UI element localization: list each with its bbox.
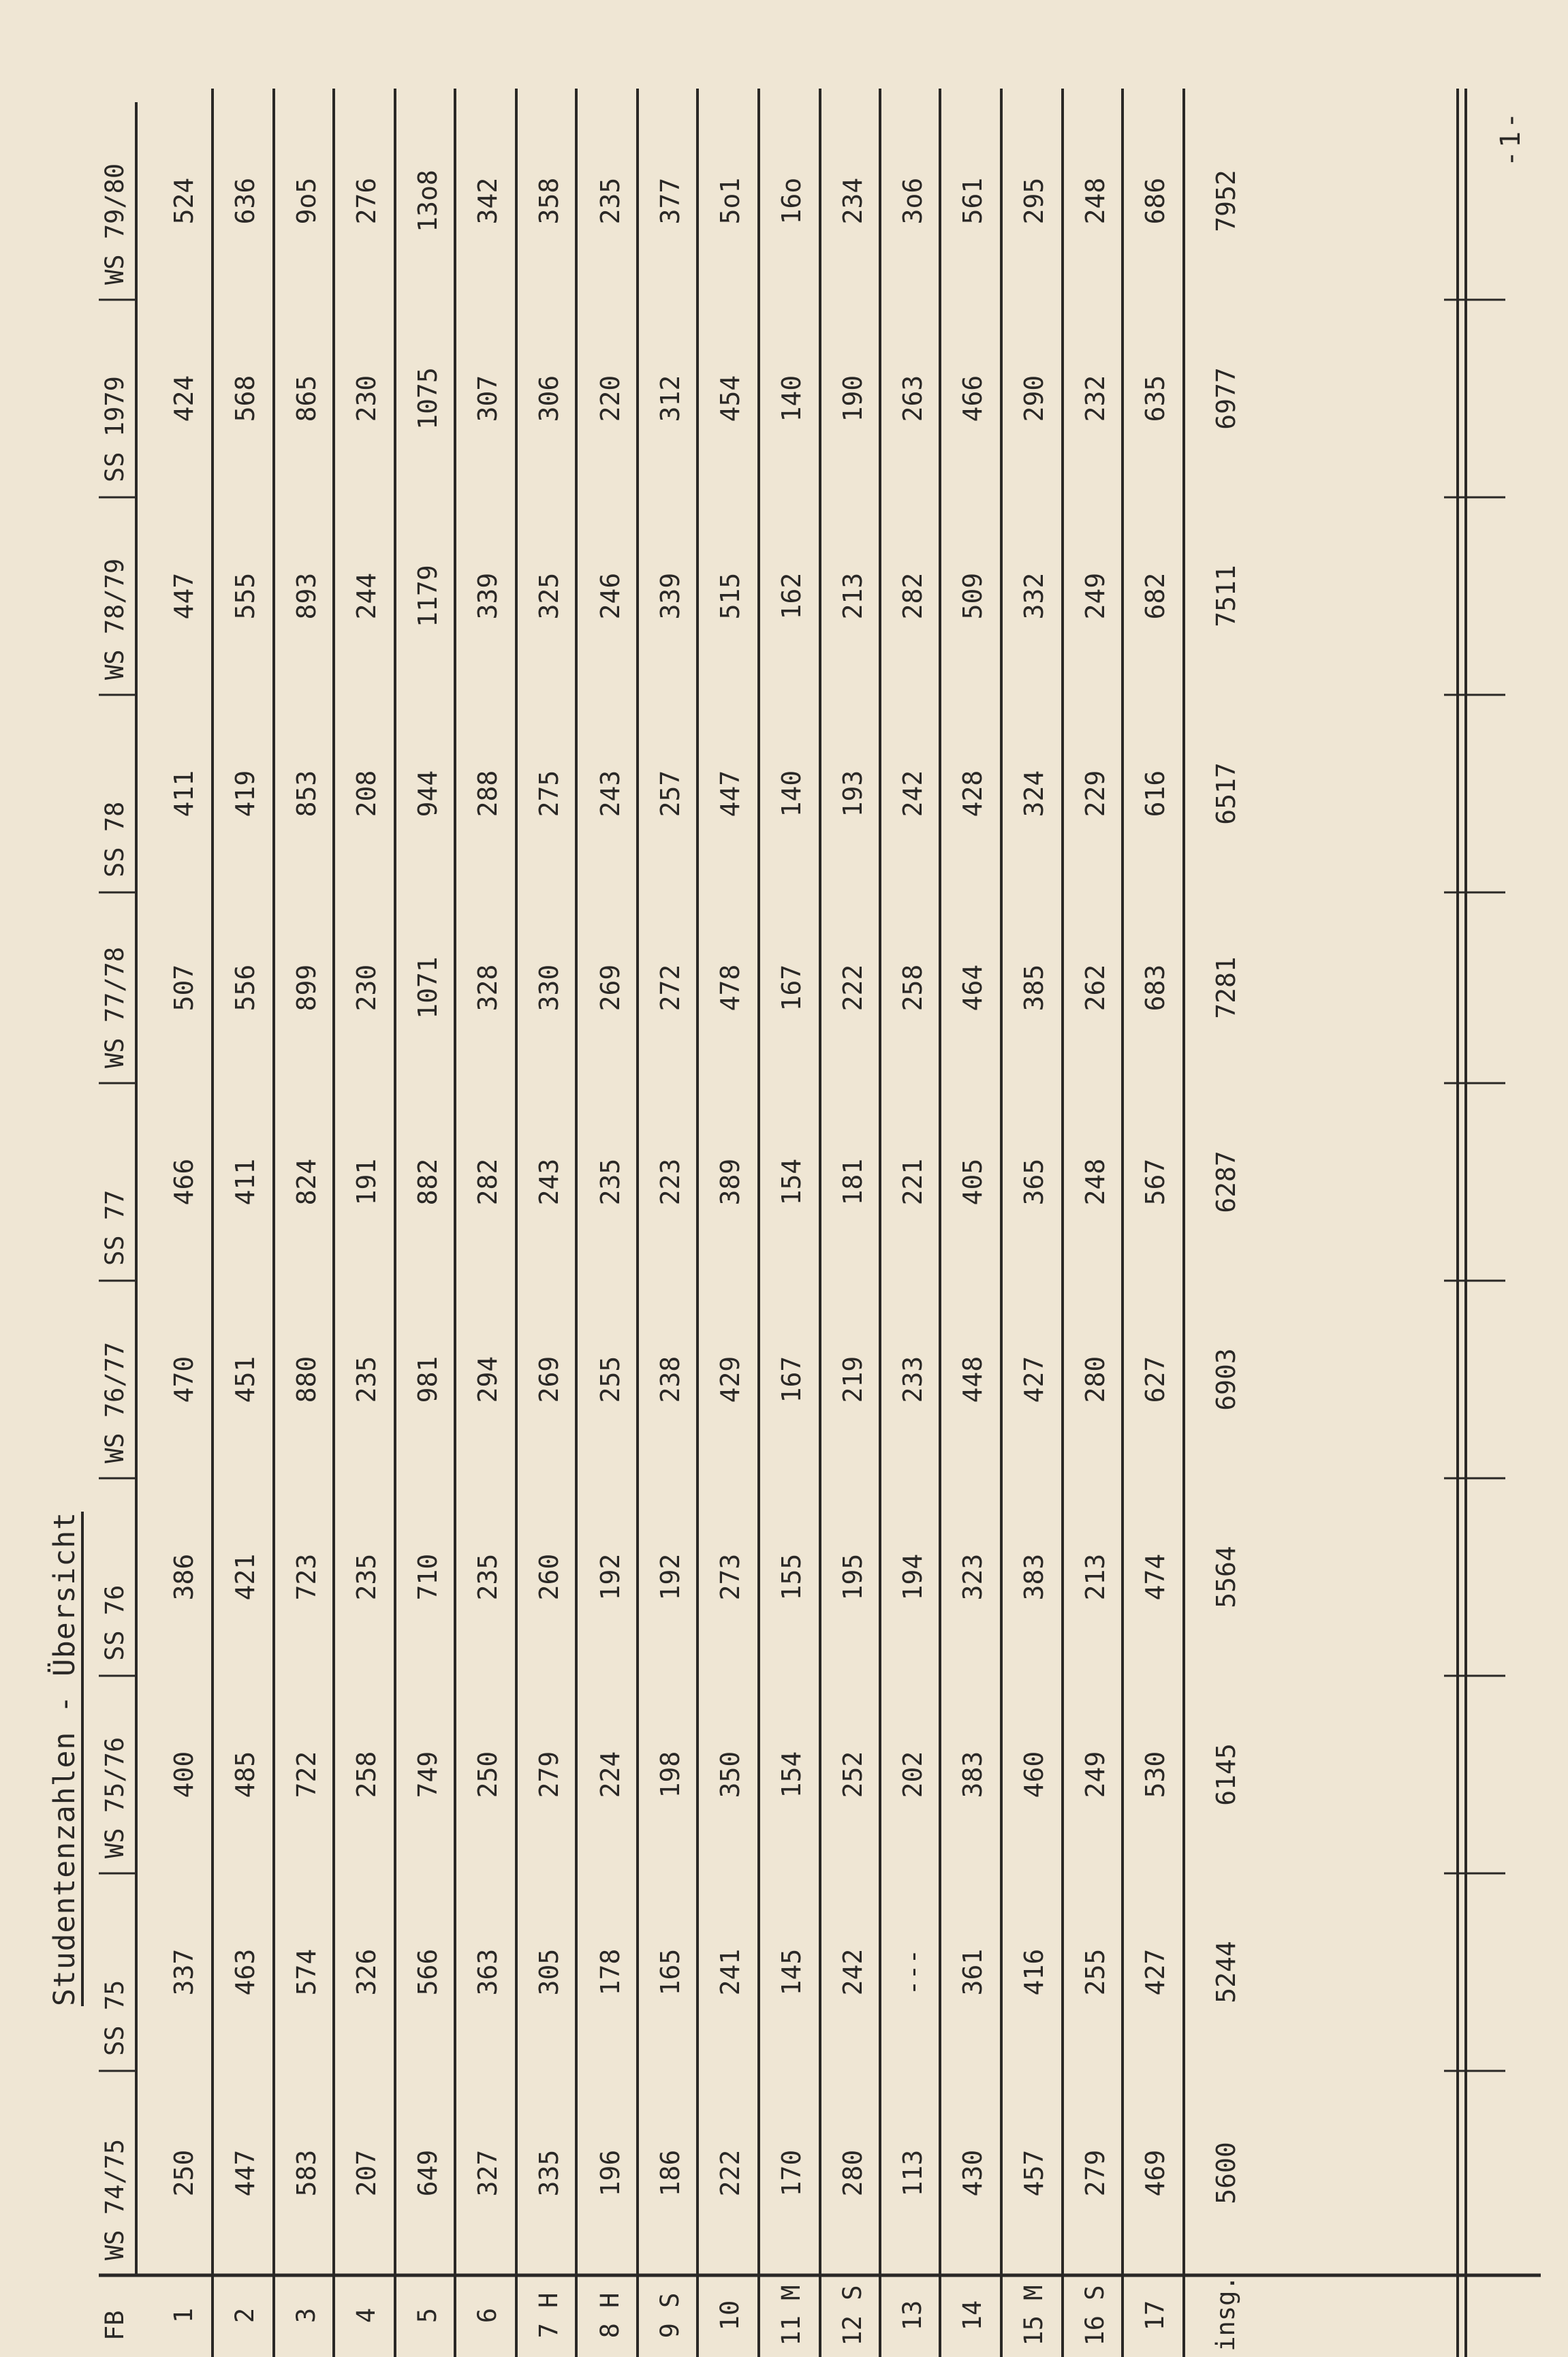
table-cell: 260	[534, 1553, 564, 1601]
table-cell: 305	[534, 1948, 564, 1996]
header-semester: WS 75/76	[100, 1736, 129, 1858]
table-cell: 389	[715, 1158, 745, 1206]
table-cell: 327	[473, 2149, 503, 2197]
header-semester: WS 74/75	[100, 2138, 129, 2260]
table-cell: 400	[169, 1751, 199, 1798]
total-cell: 5600	[1211, 2142, 1241, 2204]
table-cell: 411	[230, 1158, 260, 1206]
fb-label: 13	[898, 2300, 927, 2331]
total-cell: 7952	[1211, 170, 1241, 232]
table-cell: 224	[595, 1751, 625, 1798]
table-cell: 328	[473, 964, 503, 1012]
table-cell: 524	[169, 177, 199, 225]
table-cell: 186	[655, 2149, 685, 2197]
table-cell: 460	[1019, 1751, 1049, 1798]
table-cell: 339	[473, 572, 503, 620]
table-cell: 981	[413, 1356, 443, 1403]
fb-label: 7 H	[534, 2292, 563, 2339]
table-cell: 252	[838, 1751, 868, 1798]
table-cell: 280	[838, 2149, 868, 2197]
table-cell: 325	[534, 572, 564, 620]
table-cell: 282	[473, 1158, 503, 1206]
table-cell: 263	[898, 375, 928, 422]
table-cell: 248	[1080, 1158, 1110, 1206]
table-cell: 167	[777, 964, 806, 1012]
header-semester: WS 76/77	[100, 1341, 129, 1463]
table-cell: 411	[169, 770, 199, 817]
table-cell: 419	[230, 770, 260, 817]
table-cell: 335	[534, 2149, 564, 2197]
table-cell: 306	[534, 375, 564, 422]
table-cell: 429	[715, 1356, 745, 1403]
table-cell: 383	[1019, 1553, 1049, 1601]
table-cell: 178	[595, 1948, 625, 1996]
table-cell: 323	[958, 1553, 988, 1601]
table-cell: 191	[351, 1158, 381, 1206]
table-cell: 294	[473, 1356, 503, 1403]
table-cell: 424	[169, 375, 199, 422]
header-semester: WS 78/79	[100, 558, 129, 680]
table-cell: 280	[1080, 1356, 1110, 1403]
table-cell: 627	[1140, 1356, 1170, 1403]
total-cell: 6145	[1211, 1743, 1241, 1806]
table-cell: 383	[958, 1751, 988, 1798]
table-cell: 332	[1019, 572, 1049, 620]
table-cell: 405	[958, 1158, 988, 1206]
total-cell: 6977	[1211, 367, 1241, 430]
table-cell: 3o6	[898, 177, 928, 225]
table-cell: 242	[838, 1948, 868, 1996]
table-cell: 279	[1080, 2149, 1110, 2197]
table-cell: 272	[655, 964, 685, 1012]
table-cell: 710	[413, 1553, 443, 1601]
table-cell: 222	[838, 964, 868, 1012]
table-cell: 244	[351, 572, 381, 620]
table-cell: 235	[351, 1356, 381, 1403]
table-cell: 162	[777, 572, 806, 620]
table-cell: 233	[898, 1356, 928, 1403]
table-cell: 279	[534, 1751, 564, 1798]
fb-label: 3	[292, 2307, 321, 2324]
table-cell: 235	[473, 1553, 503, 1601]
table-cell: 447	[169, 572, 199, 620]
table-cell: 243	[534, 1158, 564, 1206]
table-cell: 507	[169, 964, 199, 1012]
table-cell: 140	[777, 770, 806, 817]
table-cell: 893	[292, 572, 322, 620]
table-cell: 242	[898, 770, 928, 817]
table-cell: 350	[715, 1751, 745, 1798]
table-cell: 385	[1019, 964, 1049, 1012]
table-cell: 469	[1140, 2149, 1170, 2197]
table-cell: 339	[655, 572, 685, 620]
table-cell: 219	[838, 1356, 868, 1403]
table-cell: 235	[595, 1158, 625, 1206]
table-cell: 307	[473, 375, 503, 422]
table-cell: 448	[958, 1356, 988, 1403]
table-cell: 880	[292, 1356, 322, 1403]
table-cell: 485	[230, 1751, 260, 1798]
table-cell: 220	[595, 375, 625, 422]
table-cell: 556	[230, 964, 260, 1012]
table-cell: 1179	[413, 565, 443, 627]
header-semester: WS 77/78	[100, 946, 129, 1068]
fb-label: 16 S	[1080, 2285, 1110, 2346]
table-cell: 324	[1019, 770, 1049, 817]
table-cell: 232	[1080, 375, 1110, 422]
table-cell: 154	[777, 1158, 806, 1206]
table-cell: 230	[351, 375, 381, 422]
fb-label: 1	[169, 2307, 198, 2324]
table-cell: 1075	[413, 367, 443, 430]
table-cell: 428	[958, 770, 988, 817]
total-cell: 7511	[1211, 565, 1241, 627]
table-cell: 258	[351, 1751, 381, 1798]
table-cell: 555	[230, 572, 260, 620]
table-cell: 583	[292, 2149, 322, 2197]
table-cell: 194	[898, 1553, 928, 1601]
table-cell: 312	[655, 375, 685, 422]
table-cell: 230	[351, 964, 381, 1012]
table-cell: 16o	[777, 177, 806, 225]
table-cell: 257	[655, 770, 685, 817]
table-cell: 566	[413, 1948, 443, 1996]
table-cell: 234	[838, 177, 868, 225]
table-cell: 207	[351, 2149, 381, 2197]
table-cell: 213	[838, 572, 868, 620]
table-cell: 363	[473, 1948, 503, 1996]
table-cell: 223	[655, 1158, 685, 1206]
fb-label: 14	[958, 2300, 987, 2331]
total-cell: 7281	[1211, 956, 1241, 1019]
table-cell: 944	[413, 770, 443, 817]
table-cell: 145	[777, 1948, 806, 1996]
table-cell: 195	[838, 1553, 868, 1601]
header-semester: SS 78	[100, 801, 129, 877]
table-cell: 196	[595, 2149, 625, 2197]
table-cell: 899	[292, 964, 322, 1012]
table-cell: 248	[1080, 177, 1110, 225]
table-cell: 478	[715, 964, 745, 1012]
table-cell: 567	[1140, 1158, 1170, 1206]
table-cell: 213	[1080, 1553, 1110, 1601]
table-cell: 249	[1080, 572, 1110, 620]
total-cell: 6287	[1211, 1151, 1241, 1213]
table-cell: 561	[958, 177, 988, 225]
table-cell: 167	[777, 1356, 806, 1403]
fb-label: 6	[473, 2307, 502, 2324]
table-cell: 457	[1019, 2149, 1049, 2197]
table-cell: 421	[230, 1553, 260, 1601]
fb-label: 5	[413, 2307, 442, 2324]
table-cell: 246	[595, 572, 625, 620]
table-cell: 882	[413, 1158, 443, 1206]
table-cell: 155	[777, 1553, 806, 1601]
table-cell: 165	[655, 1948, 685, 1996]
table-cell: 250	[473, 1751, 503, 1798]
header-semester: SS 77	[100, 1189, 129, 1266]
total-cell: 6903	[1211, 1348, 1241, 1411]
table-cell: 295	[1019, 177, 1049, 225]
table-cell: 865	[292, 375, 322, 422]
table-cell: 5o1	[715, 177, 745, 225]
fb-label: 12 S	[838, 2285, 867, 2346]
table-cell: 181	[838, 1158, 868, 1206]
table-cell: 470	[169, 1356, 199, 1403]
header-fb: FB	[100, 2310, 129, 2341]
table-cell: 198	[655, 1751, 685, 1798]
table-cell: 229	[1080, 770, 1110, 817]
table-cell: 241	[715, 1948, 745, 1996]
table-cell: 451	[230, 1356, 260, 1403]
table-cell: 430	[958, 2149, 988, 2197]
table-cell: 13o8	[413, 170, 443, 232]
table-cell: 222	[715, 2149, 745, 2197]
table-cell: 365	[1019, 1158, 1049, 1206]
fb-label: 11 M	[777, 2285, 806, 2346]
table-cell: 235	[595, 177, 625, 225]
table-cell: 238	[655, 1356, 685, 1403]
table-cell: 635	[1140, 375, 1170, 422]
table-cell: 262	[1080, 964, 1110, 1012]
table-cell: 202	[898, 1751, 928, 1798]
fb-label: 15 M	[1019, 2285, 1048, 2346]
table-cell: 269	[595, 964, 625, 1012]
table-cell: 243	[595, 770, 625, 817]
table-cell: 255	[1080, 1948, 1110, 1996]
table-cell: 192	[595, 1553, 625, 1601]
header-semester: WS 79/80	[100, 163, 129, 285]
table-cell: 616	[1140, 770, 1170, 817]
table-cell: 649	[413, 2149, 443, 2197]
table-cell: 192	[655, 1553, 685, 1601]
table-cell: 463	[230, 1948, 260, 1996]
table-cell: 154	[777, 1751, 806, 1798]
table-cell: 530	[1140, 1751, 1170, 1798]
table-cell: 269	[534, 1356, 564, 1403]
table-cell: 682	[1140, 572, 1170, 620]
table-cell: 358	[534, 177, 564, 225]
table-cell: 275	[534, 770, 564, 817]
fb-label: 9 S	[655, 2292, 685, 2339]
table-cell: 193	[838, 770, 868, 817]
table-cell: 474	[1140, 1553, 1170, 1601]
table-cell: 454	[715, 375, 745, 422]
table-cell: 1071	[413, 956, 443, 1019]
table-cell: 255	[595, 1356, 625, 1403]
table-cell: 140	[777, 375, 806, 422]
table-cell: 427	[1140, 1948, 1170, 1996]
table-cell: 515	[715, 572, 745, 620]
page-title: Studentenzahlen - Übersicht	[48, 1512, 82, 2006]
table-cell: 466	[958, 375, 988, 422]
table-cell: 288	[473, 770, 503, 817]
table-cell: 509	[958, 572, 988, 620]
table-cell: 447	[715, 770, 745, 817]
table-cell: 386	[169, 1553, 199, 1601]
table-cell: 276	[351, 177, 381, 225]
table-cell: 824	[292, 1158, 322, 1206]
table-cell: 258	[898, 964, 928, 1012]
table-cell: 636	[230, 177, 260, 225]
fb-label: 2	[230, 2307, 260, 2324]
table-cell: 9o5	[292, 177, 322, 225]
table-cell: 723	[292, 1553, 322, 1601]
table-cell: 282	[898, 572, 928, 620]
table-cell: 722	[292, 1751, 322, 1798]
table-cell: 447	[230, 2149, 260, 2197]
table-cell: 208	[351, 770, 381, 817]
table-cell: 170	[777, 2149, 806, 2197]
header-semester: SS 1979	[100, 376, 129, 482]
table-cell: 342	[473, 177, 503, 225]
table-cell: 683	[1140, 964, 1170, 1012]
table-cell: 221	[898, 1158, 928, 1206]
table-cell: 330	[534, 964, 564, 1012]
table-cell: 749	[413, 1751, 443, 1798]
table-cell: 416	[1019, 1948, 1049, 1996]
table-cell: 568	[230, 375, 260, 422]
table-cell: 466	[169, 1158, 199, 1206]
fb-label: 8 H	[595, 2292, 625, 2339]
table-cell: 427	[1019, 1356, 1049, 1403]
total-cell: 5244	[1211, 1941, 1241, 2003]
table-cell: 377	[655, 177, 685, 225]
table-cell: 235	[351, 1553, 381, 1601]
table-cell: 250	[169, 2149, 199, 2197]
table-cell: 574	[292, 1948, 322, 1996]
table-cell: 853	[292, 770, 322, 817]
table-cell: 361	[958, 1948, 988, 1996]
fb-label: 4	[351, 2307, 381, 2324]
table-cell: 249	[1080, 1751, 1110, 1798]
table-cell: 113	[898, 2149, 928, 2197]
header-semester: SS 75	[100, 1980, 129, 2056]
table-cell: 326	[351, 1948, 381, 1996]
page-number: -1-	[1495, 109, 1526, 167]
header-semester: SS 76	[100, 1585, 129, 1661]
table-cell: 337	[169, 1948, 199, 1996]
table-cell: ---	[898, 1948, 928, 1996]
fb-label: 17	[1140, 2300, 1170, 2331]
fb-label-total: insg.	[1211, 2275, 1240, 2352]
total-cell: 5564	[1211, 1546, 1241, 1608]
table-cell: 290	[1019, 375, 1049, 422]
fb-label: 10	[715, 2300, 744, 2331]
table-cell: 190	[838, 375, 868, 422]
table-cell: 464	[958, 964, 988, 1012]
table-cell: 273	[715, 1553, 745, 1601]
total-cell: 6517	[1211, 762, 1241, 825]
table-cell: 686	[1140, 177, 1170, 225]
